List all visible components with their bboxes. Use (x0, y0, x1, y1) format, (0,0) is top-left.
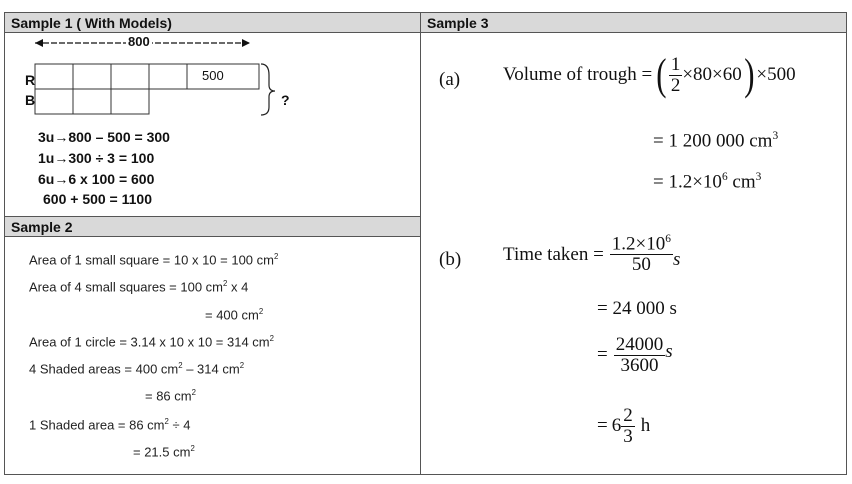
area-line: Area of 1 small square = 10 x 10 = 100 $cm^2$ (29, 252, 279, 268)
time-conversion: = $\frac{24000}{3600}$ s (597, 334, 673, 376)
area-line: Area of 4 small squares = 100 $cm^2$ x 4 (29, 279, 249, 295)
area-line: Area of 1 circle = 3.14 x 10 x 10 = 314 $cm^2$ (29, 334, 274, 350)
r-unit-box (73, 64, 111, 89)
unknown-question-mark: ? (281, 92, 290, 108)
box-500-label: 500 (202, 68, 224, 83)
part-b-label: (b) (439, 249, 462, 270)
b-unit-box (111, 89, 149, 114)
samples-table (4, 12, 847, 475)
sample1-header: Sample 1 ( With Models) (5, 13, 420, 33)
r-unit-box (35, 64, 73, 89)
working-line: 3u→800 – 500 = 300 (38, 129, 170, 145)
volume-standard-form: = $1.2\times 10^6$ $cm^3$ (653, 171, 762, 193)
half-fraction: $\frac{1}{2}$ (670, 54, 681, 96)
arrow-left-icon (35, 39, 43, 47)
sample2-header: Sample 2 (5, 217, 420, 237)
b-unit-box (73, 89, 111, 114)
volume-result: = 1 200 000 $cm^3$ (653, 130, 779, 152)
part-a-label: (a) (439, 69, 461, 90)
time-seconds: = 24 000 s (597, 298, 677, 319)
time-equation: Time taken = $\frac{1.2\times 10^6}{50}$ s (503, 233, 681, 276)
column-divider (420, 13, 421, 474)
sample3-header: Sample 3 (421, 13, 846, 33)
working-line: 1u→300 ÷ 3 = 100 (38, 150, 155, 166)
arrow-right-icon (242, 39, 250, 47)
volume-equation: Volume of trough = ( $\frac{1}{2}$ ×80×60 ) ×500 (503, 50, 796, 100)
brace-icon (261, 64, 275, 115)
working-line: 6u→6 x 100 = 600 (38, 171, 155, 187)
time-hours: = 6 $\frac{2}{3}$ h (597, 405, 651, 447)
area-line: = 86 $cm^2$ (145, 388, 196, 404)
b-unit-box (35, 89, 73, 114)
row-label-r: R (25, 72, 36, 88)
area-line: 1 Shaded area = 86 $cm^2 \div 4$ (29, 417, 191, 433)
r-unit-box (111, 64, 149, 89)
bar-model-diagram (5, 33, 420, 217)
r-unit-box (149, 64, 187, 89)
area-line: 4 Shaded areas = 400 $cm^2 - 314$ $cm^2$ (29, 361, 245, 377)
area-line: = 400 $cm^2$ (205, 307, 264, 323)
time-fraction: $\frac{1.2\times 10^6}{50}$ (611, 233, 671, 276)
total-label: 800 (128, 34, 150, 49)
area-line: = 21.5 $cm^2$ (133, 444, 195, 460)
row-label-b: B (25, 92, 36, 108)
working-line: 600 + 500 = 1100 (43, 191, 152, 207)
